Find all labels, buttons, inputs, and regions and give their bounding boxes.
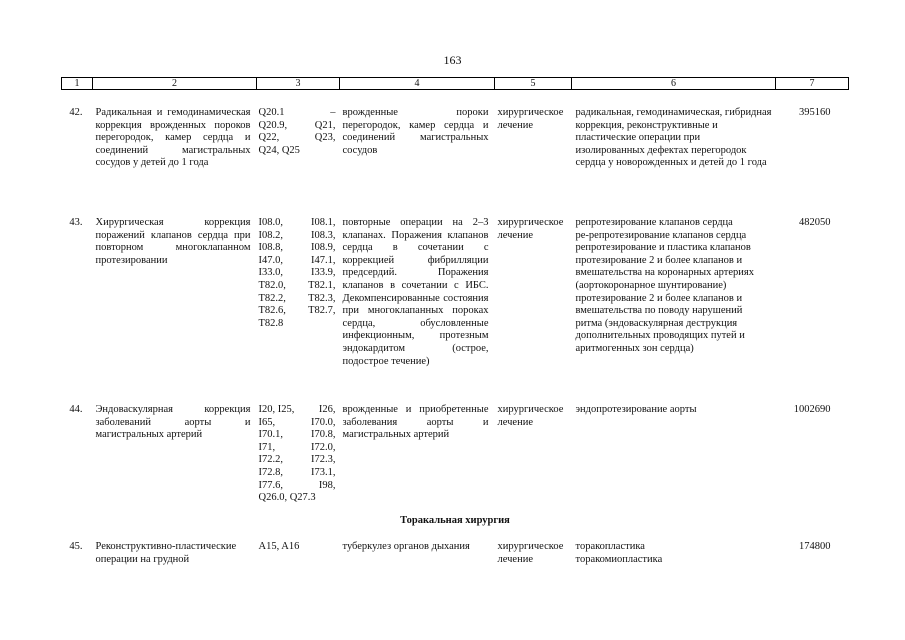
- treatment-method: радикальная, гемодинамическая, гибридная коррекция, реконструктивные и пластические операции при изолированных дефектах перегородок сердца у новорожденных и детей до 1 года: [575, 107, 772, 169]
- patient-model: повторные операции на 2–3 клапанах. Поражения клапанов сердца в сочетании с коррекцией фибрилляции предсердий. Поражения клапанов в сочетании с ИБС. Декомпенсированные состояния при многоклапанных пороках сердца, обусловленные инфекционным, протезным эндокардитом (острое, подострое течение): [342, 217, 489, 367]
- icd-code: I70.1,: [258, 429, 283, 441]
- icd-code: I08.1,: [311, 217, 336, 228]
- header-col-1: 1: [62, 78, 93, 90]
- section-heading-row: [62, 505, 849, 542]
- service-name: Хирургическая коррекция поражений клапанов сердца при повторном многоклапанном протезировании: [95, 217, 251, 266]
- icd-code: I08.9,: [311, 242, 336, 254]
- column-number-header: [62, 78, 849, 90]
- treatment-method: протезирование 2 и более клапанов и вмешательства на коронарных артериях (аортокоронарное шунтирование): [575, 254, 754, 291]
- treatment-type: хирургическое лечение: [497, 541, 564, 565]
- treatment-type: хирургическое лечение: [497, 217, 564, 241]
- table-row: [62, 107, 849, 217]
- icd-codes: [257, 541, 340, 566]
- treatment-method: ре-репротезирование клапанов сердца: [575, 229, 747, 241]
- icd-code: Q26.0, Q27.3: [258, 492, 316, 504]
- treatment-method: репротезирование клапанов сердца: [575, 217, 733, 228]
- icd-code: T82.1,: [308, 279, 336, 291]
- icd-code: Q23,: [314, 132, 336, 144]
- icd-code: Q20.9,: [258, 119, 288, 131]
- icd-code: I26,: [318, 404, 336, 415]
- header-col-3: 3: [257, 78, 340, 90]
- header-col-6: 6: [572, 78, 776, 90]
- header-col-7: 7: [776, 78, 849, 90]
- treatment-method: протезирование 2 и более клапанов и вмешательства по поводу нарушений ритма (эндоваскулярная деструкция дополнительных проводящих путей и аритмогенных зон сердца): [575, 292, 745, 354]
- icd-code: Q24, Q25: [258, 144, 300, 156]
- patient-model: врожденные и приобретенные заболевания аорты и магистральных артерий: [342, 404, 489, 441]
- icd-code: I72.0,: [311, 441, 336, 453]
- icd-code: I08.2,: [258, 229, 283, 241]
- cost-value: 395160: [799, 107, 831, 118]
- icd-codes: [257, 107, 340, 217]
- table-row: [62, 404, 849, 505]
- icd-code: I47.1,: [311, 254, 336, 266]
- icd-code: I08.0,: [258, 217, 283, 228]
- icd-code: –: [330, 107, 336, 118]
- service-name: Эндоваскулярная коррекция заболеваний аорты и магистральных артерий: [95, 404, 251, 441]
- section-title: Торакальная хирургия: [400, 514, 510, 526]
- icd-code: I47.0,: [258, 254, 283, 266]
- treatment-type: хирургическое лечение: [497, 107, 564, 131]
- icd-code: I73.1,: [311, 466, 336, 478]
- icd-code: T82.0,: [258, 279, 286, 291]
- icd-code: I65,: [258, 416, 276, 428]
- treatment-method: торакопластика: [575, 541, 645, 553]
- medical-services-table: [61, 77, 849, 567]
- row-number: 45.: [69, 541, 83, 553]
- icd-code: I70.8,: [311, 429, 336, 441]
- treatment-method: эндопротезирование аорты: [575, 404, 697, 415]
- icd-code: I08.8,: [258, 242, 283, 254]
- icd-code: Q20.1: [258, 107, 285, 118]
- icd-code: T82.7,: [308, 305, 336, 317]
- page-number: 163: [443, 53, 462, 67]
- patient-model: врожденные пороки перегородок, камер сердца и соединений магистральных сосудов: [342, 107, 489, 156]
- icd-code: T82.8: [258, 317, 284, 329]
- icd-code: I33.9,: [311, 267, 336, 279]
- service-name: Реконструктивно-пластические операции на грудной: [95, 541, 237, 565]
- header-col-4: 4: [340, 78, 495, 90]
- icd-code: I72.2,: [258, 454, 283, 466]
- icd-code: I20, I25,: [258, 404, 295, 415]
- treatment-methods: [572, 541, 776, 566]
- treatment-method: репротезирование и пластика клапанов: [575, 242, 751, 254]
- treatment-methods: [572, 217, 776, 404]
- icd-code: I33.0,: [258, 267, 283, 279]
- icd-code: I98,: [318, 479, 336, 491]
- icd-code: A15, A16: [258, 541, 300, 553]
- service-name: Радикальная и гемодинамическая коррекция врожденных пороков перегородок, камер сердца и соединений магистральных сосудов у детей до 1 года: [95, 107, 251, 169]
- row-number: 44.: [69, 404, 83, 415]
- table-row: [62, 541, 849, 566]
- icd-code: T82.2,: [258, 292, 286, 304]
- cost-value: 482050: [799, 217, 831, 228]
- icd-code: Q22,: [258, 132, 280, 144]
- cost-value: 1002690: [793, 404, 831, 415]
- icd-codes: [257, 404, 340, 505]
- row-number: 43.: [69, 217, 83, 228]
- header-col-5: 5: [495, 78, 572, 90]
- icd-code: T82.3,: [308, 292, 336, 304]
- icd-code: T82.6,: [258, 305, 286, 317]
- icd-code: I72.3,: [311, 454, 336, 466]
- icd-code: I08.3,: [311, 229, 336, 241]
- icd-code: I72.8,: [258, 466, 283, 478]
- icd-code: I71,: [258, 441, 276, 453]
- icd-code: Q21,: [314, 119, 336, 131]
- table-row: [62, 217, 849, 404]
- icd-codes: [257, 217, 340, 404]
- cost-value: 174800: [799, 541, 831, 553]
- icd-code: I70.0,: [311, 416, 336, 428]
- patient-model: туберкулез органов дыхания: [342, 541, 470, 553]
- header-col-2: 2: [93, 78, 257, 90]
- treatment-method: торакомиопластика: [575, 553, 663, 565]
- icd-code: I77.6,: [258, 479, 283, 491]
- treatment-type: хирургическое лечение: [497, 404, 564, 428]
- row-number: 42.: [69, 107, 83, 118]
